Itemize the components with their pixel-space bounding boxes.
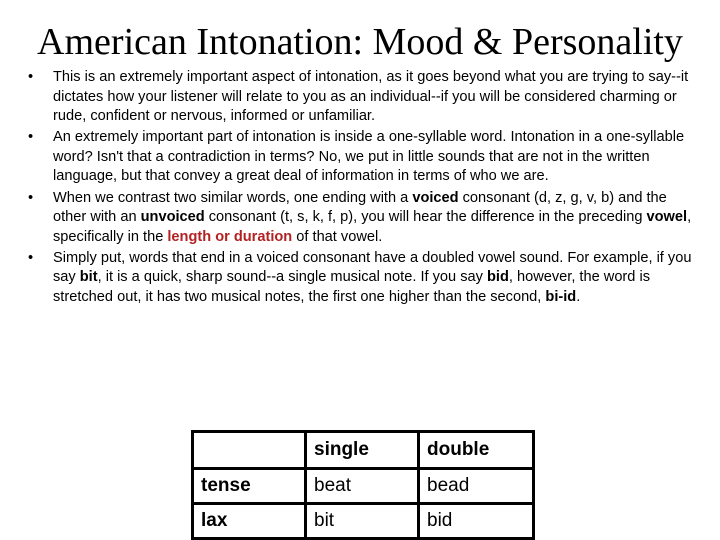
keyword-vowel: vowel (646, 209, 688, 226)
table-header-row (193, 432, 534, 469)
keyword-length-or-duration: length or duration (167, 228, 293, 245)
text-run: When we contrast two similar words, one ending with a (53, 189, 413, 206)
keyword-bi-id: bi-id (545, 289, 577, 306)
bullet-item (28, 128, 694, 187)
bullet-text (53, 190, 691, 245)
bullet-list (28, 68, 694, 309)
table-row (193, 504, 534, 539)
bullet-icon: • (28, 69, 34, 85)
bullet-text: This is an extremely important aspect of intonation, as it goes beyond what you are trying to say--it dictates how your listener will relate to you as an individual--if you will be considered charming or rude, confident or nervous, informed or unfamiliar. (53, 69, 689, 125)
table-row (193, 469, 534, 504)
text-run: of that vowel. (292, 228, 383, 245)
bullet-item (28, 68, 694, 127)
table-cell: bead (419, 469, 534, 504)
text-run: , however, the word is stretched out, it has two musical notes, the first one higher than the second, (53, 269, 651, 306)
bullet-text (53, 250, 691, 305)
keyword-unvoiced: unvoiced (140, 209, 205, 226)
bullet-icon: • (28, 129, 34, 146)
text-run: consonant (d, z, g, v, b) and the other with an (53, 189, 667, 226)
keyword-bid: bid (486, 269, 509, 286)
keyword-voiced: voiced (412, 189, 459, 206)
bullet-text: An extremely important part of intonation is inside a one-syllable word. Intonation in a one-syllable word? Isn't that a contradiction in terms? No, we put in little sounds that are not in the written language, but that convey a great deal of information in terms of who we are. (53, 129, 685, 185)
bullet-icon: • (28, 189, 34, 206)
column-header-single: single (306, 432, 419, 469)
text-run: . (576, 289, 581, 306)
table-corner-cell (193, 432, 306, 469)
keyword-bit: bit (79, 269, 98, 286)
slide-title: American Intonation: Mood & Personality (37, 21, 683, 63)
bullet-item (28, 189, 694, 248)
bullet-icon: • (28, 249, 34, 266)
table-cell: bit (306, 504, 419, 539)
text-run: , specifically in the (53, 209, 692, 245)
table-cell: bid (419, 504, 534, 539)
table-cell: beat (306, 469, 419, 504)
vowel-length-table (191, 430, 535, 540)
row-header-tense: tense (193, 469, 306, 504)
column-header-double: double (419, 432, 534, 469)
text-run: , it is a quick, sharp sound--a single musical note. If you say (97, 269, 487, 286)
row-header-lax: lax (193, 504, 306, 539)
text-run: consonant (t, s, k, f, p), you will hear the difference in the preceding (204, 209, 647, 226)
text-run: Simply put, words that end in a voiced consonant have a doubled vowel sound. For example, if you say (53, 249, 692, 286)
bullet-item (28, 249, 694, 308)
